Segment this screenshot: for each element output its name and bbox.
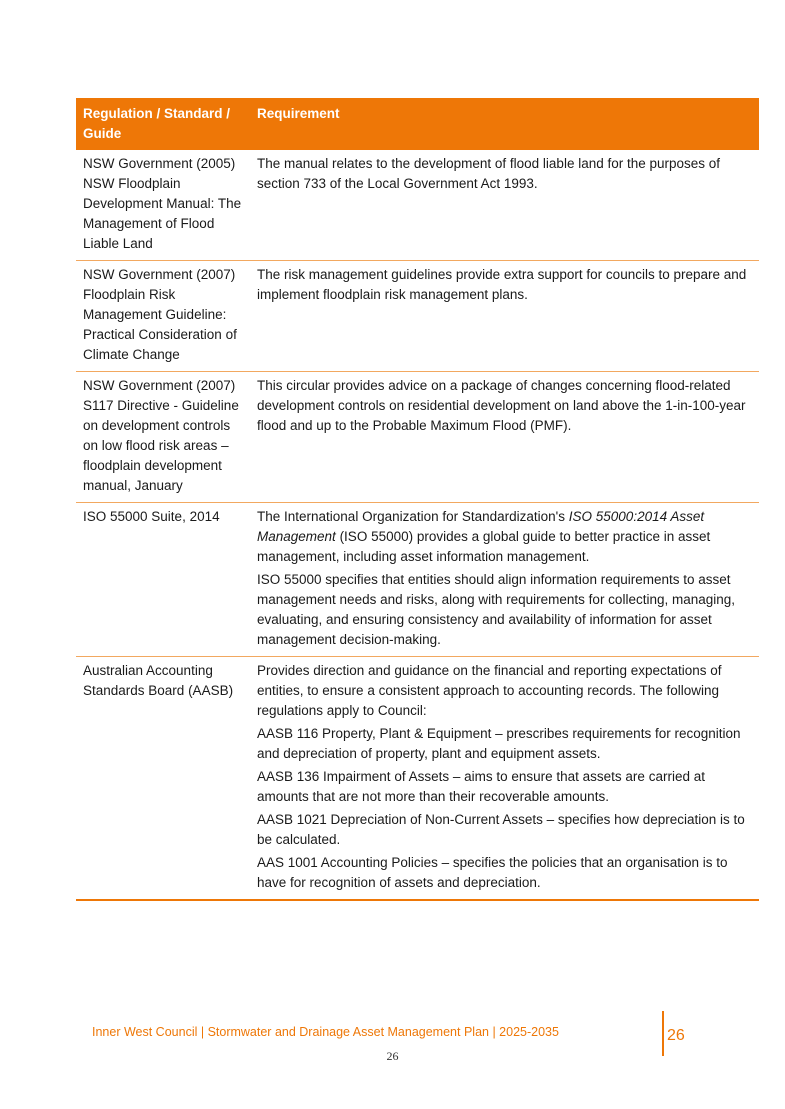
table-row <box>76 372 759 503</box>
table-row <box>76 261 759 372</box>
table-row <box>76 503 759 657</box>
requirement-intro-after: (ISO 55000) provides a global guide to better practice in asset management, including asset information management. <box>257 529 711 564</box>
regulation-cell: ISO 55000 Suite, 2014 <box>76 503 250 657</box>
requirement-intro-before: The International Organization for Standardization's <box>257 509 569 524</box>
table-row <box>76 657 759 901</box>
requirement-paragraph: This circular provides advice on a package of changes concerning flood-related development controls on residential development on land above the 1-in-100-year flood and up to the Probable Maximum Flood (PMF). <box>257 378 746 433</box>
page-number: 26 <box>386 1049 399 1063</box>
header-requirement: Requirement <box>250 98 759 150</box>
requirement-paragraph <box>257 507 751 567</box>
requirement-cell <box>250 657 759 901</box>
requirement-paragraph: Provides direction and guidance on the financial and reporting expectations of entities, to ensure a consistent approach to accounting records. The following regulations apply to Council: <box>257 663 722 718</box>
requirement-cell <box>250 372 759 503</box>
footer-title: Inner West Council | Stormwater and Drainage Asset Management Plan | 2025-2035 <box>92 1025 559 1039</box>
regulation-cell: NSW Government (2007) S117 Directive - Guideline on development controls on low flood risk areas – floodplain development manual, January <box>76 372 250 503</box>
regulation-cell: NSW Government (2005) NSW Floodplain Development Manual: The Management of Flood Liable Land <box>76 150 250 261</box>
requirement-cell <box>250 503 759 657</box>
regulation-cell: Australian Accounting Standards Board (AASB) <box>76 657 250 901</box>
requirement-paragraph: AASB 116 Property, Plant & Equipment – prescribes requirements for recognition and depreciation of property, plant and equipment assets. <box>257 726 741 761</box>
requirement-paragraph: The manual relates to the development of flood liable land for the purposes of section 733 of the Local Government Act 1993. <box>257 156 721 191</box>
regulations-table <box>76 98 759 901</box>
requirement-cell <box>250 261 759 372</box>
table-row <box>76 150 759 261</box>
requirement-intro-italic: ISO 55000:2014 Asset Management <box>257 509 705 544</box>
requirement-paragraph: ISO 55000 specifies that entities should align information requirements to asset management needs and risks, along with requirements for collecting, managing, evaluating, and ensuring consistency and availability of information for asset management decision-making. <box>257 572 736 647</box>
header-regulation: Regulation / Standard / Guide <box>76 98 250 150</box>
requirement-cell <box>250 150 759 261</box>
footer-page-label: 26 <box>667 1027 685 1044</box>
requirement-paragraph: The risk management guidelines provide extra support for councils to prepare and implement floodplain risk management plans. <box>257 267 747 302</box>
requirement-paragraph: AASB 1021 Depreciation of Non-Current Assets – specifies how depreciation is to be calculated. <box>257 812 745 847</box>
requirement-paragraph: AASB 136 Impairment of Assets – aims to ensure that assets are carried at amounts that are not more than their recoverable amounts. <box>257 769 705 804</box>
requirement-paragraph: AAS 1001 Accounting Policies – specifies the policies that an organisation is to have for recognition of assets and depreciation. <box>257 855 728 890</box>
table-header-row <box>76 98 759 150</box>
regulations-table-container <box>76 98 759 901</box>
regulation-cell: NSW Government (2007) Floodplain Risk Management Guideline: Practical Consideration of Climate Change <box>76 261 250 372</box>
